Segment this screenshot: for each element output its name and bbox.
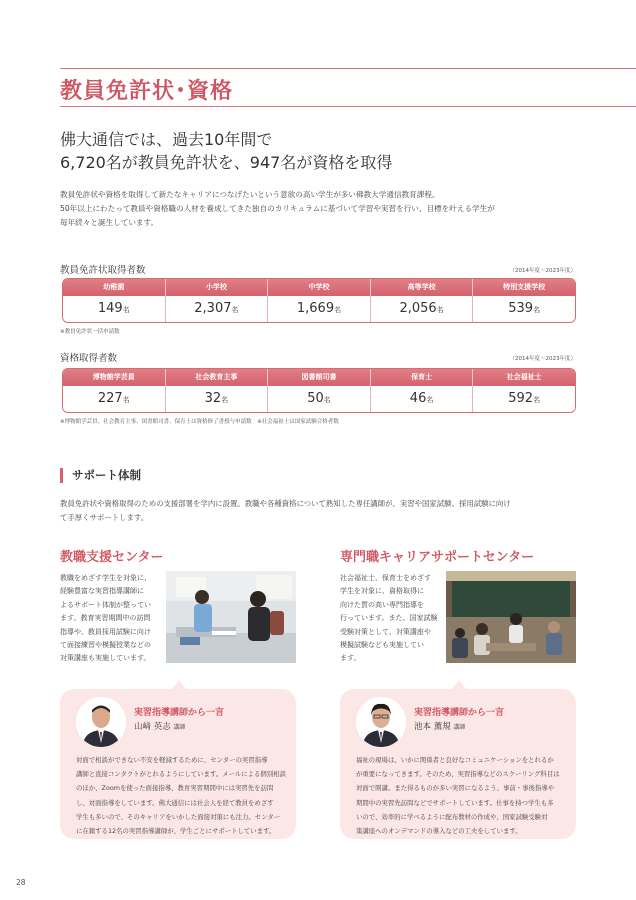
text-line: 策講座へのオンデマンドの導入などの工夫をしています。 <box>356 827 522 836</box>
left-center-text <box>60 572 164 666</box>
license-value-cell: 539名 <box>508 301 541 316</box>
right-center-text <box>340 572 444 666</box>
support-line-2: て手厚くサポートします。 <box>60 513 149 522</box>
license-header-cell: 中学校 <box>268 279 371 296</box>
text-line: 福祉の現場は、いかに関係者と良好なコミュニケーションをとれるか <box>356 756 554 764</box>
text-line: 受験対策として、対策講座や <box>340 627 431 636</box>
qualification-value-cell: 50名 <box>268 386 371 412</box>
text-line: に在籍する12名の実習指導講師が、学生ごとにサポートしています。 <box>76 827 276 836</box>
license-table-period: （2014年度～2023年度） <box>509 268 576 274</box>
page-number: 28 <box>16 878 26 887</box>
text-line: 模擬試験なども実施してい <box>340 641 424 650</box>
title-rule-top <box>60 68 636 69</box>
license-table-row <box>63 296 575 322</box>
license-header-cell: 特別支援学校 <box>503 283 546 291</box>
text-line: 期間中の実習先訪問などでサポートしています。仕事を持つ学生も多 <box>356 798 554 807</box>
text-line: 経験豊富な実習指導講師に <box>60 587 144 596</box>
right-card-text <box>356 753 568 838</box>
right-center-title: 専門職キャリアサポートセンター <box>340 550 535 565</box>
text-line: て面接練習や模擬授業などの <box>60 641 151 650</box>
license-value-cell: 149名 <box>63 296 166 322</box>
text-line: 行っています。また、国家試験 <box>340 614 438 623</box>
text-line: よるサポート体制が整ってい <box>60 600 151 609</box>
left-instructor-card <box>60 689 296 839</box>
text-line: いので、効率的に学べるように配布教材の作成や、国家試験受験対 <box>356 812 548 821</box>
page-title: 教員免許状･資格 <box>60 79 234 104</box>
qualification-table-period: （2014年度～2023年度） <box>509 356 576 362</box>
left-center-title: 教職支援センター <box>60 550 164 565</box>
qualification-value-cell: 32名 <box>166 386 269 412</box>
left-card-text <box>76 753 288 838</box>
license-table <box>62 278 576 323</box>
text-line: が重要になってきます。そのため、実習指導などのスクーリング科目は <box>356 770 560 779</box>
license-table-note: ※教員免許状一括申請数 <box>60 329 120 335</box>
title-rule-bottom <box>60 106 636 107</box>
left-card-heading: 実習指導講師から一言 <box>134 708 225 718</box>
qualification-table-row <box>63 386 575 412</box>
support-line-1: 教員免許状や資格取得のための支援部署を学内に設置。教職や各種資格について熟知した専任講師が、実習や国家試験、採用試験に向け <box>60 499 511 508</box>
text-line: 向けた質の高い専門指導を <box>340 600 424 609</box>
qualification-header-cell: 保育士 <box>371 369 474 386</box>
qualification-value-cell: 592名 <box>508 391 541 406</box>
qualification-table <box>62 368 576 413</box>
text-line: 対面で開講。また得るものが多い実習になるよう、事前・事後指導や <box>356 784 555 793</box>
qualification-header-cell: 博物館学芸員 <box>63 369 166 386</box>
qualification-table-label: 資格取得者数 <box>60 353 118 364</box>
qualification-value-cell: 227名 <box>63 386 166 412</box>
license-value-cell: 2,307名 <box>166 296 269 322</box>
license-table-label: 教員免許状取得者数 <box>60 265 146 276</box>
left-instructor-name: 山﨑 英志 講師 <box>134 722 186 732</box>
qualification-value-cell: 46名 <box>371 386 474 412</box>
text-line: し、対面指導をしています。佛大通信には社会人を経て教員をめざす <box>76 798 274 807</box>
text-line: 社会福祉士、保育士をめざす <box>340 574 431 582</box>
support-title-bar <box>60 468 63 483</box>
right-instructor-card <box>340 689 576 839</box>
text-line: 講師と直接コンタクトがとれるようにしています。メールによる個別相談 <box>76 770 286 779</box>
support-paragraph <box>60 497 580 525</box>
text-line: 対面で相談ができない不安を軽減するために、センターの実習指導 <box>76 756 268 764</box>
left-instructor-avatar <box>76 697 126 747</box>
intro-line-1: 教員免許状や資格を取得して新たなキャリアにつなげたいという意欲の高い学生が多い佛教大学通信教育課程。 <box>60 190 440 199</box>
right-card-heading: 実習指導講師から一言 <box>414 708 505 718</box>
license-header-cell: 幼稚園 <box>63 279 166 296</box>
right-center-photo <box>446 571 576 663</box>
text-line: のほか、Zoomを使った面接指導、教育実習期間中には実習先を訪問 <box>76 784 274 793</box>
intro-line-2: 50年以上にわたって教員や資格職の人材を養成してきた独自のカリキュラムに基づいて学習や実習を行い、目標を叶える学生が <box>60 204 495 213</box>
right-instructor-name: 池本 薫規 講師 <box>414 722 466 732</box>
license-header-cell: 高等学校 <box>371 279 474 296</box>
qualification-table-header <box>63 369 575 386</box>
left-center-photo <box>166 571 296 663</box>
license-value-cell: 2,056名 <box>371 296 474 322</box>
qualification-header-cell: 社会福祉士 <box>506 373 542 381</box>
support-title: サポート体制 <box>72 468 141 482</box>
intro-paragraph <box>60 188 590 230</box>
text-line: 学生を対象に、資格取得に <box>340 587 424 596</box>
license-header-cell: 小学校 <box>166 279 269 296</box>
text-line: ます。教育実習期間中の訪問 <box>60 614 151 623</box>
lead-line-2: 6,720名が教員免許状を、947名が資格を取得 <box>60 153 393 172</box>
lead-heading <box>60 128 392 174</box>
text-line: 学生も多いので、そのキャリアをいかした面接対策にも注力。センター <box>76 812 281 821</box>
license-value-cell: 1,669名 <box>268 296 371 322</box>
qualification-header-cell: 図書館司書 <box>268 369 371 386</box>
text-line: 指導や、教員採用試験に向け <box>60 627 151 636</box>
text-line: ます。 <box>340 654 361 663</box>
intro-line-3: 毎年続々と誕生しています。 <box>60 218 159 227</box>
lead-line-1: 佛大通信では、過去10年間で <box>60 130 273 149</box>
right-instructor-avatar <box>356 697 406 747</box>
text-line: 対策講座も実施しています。 <box>60 654 151 663</box>
license-table-header <box>63 279 575 296</box>
qualification-header-cell: 社会教育主事 <box>166 369 269 386</box>
text-line: 教職をめざす学生を対象に、 <box>60 574 151 582</box>
qualification-table-note: ※博物館学芸員、社会教育主事、図書館司書、保育士は資格修了書授与申請数 ※社会福祉士は国家試験合格者数 <box>60 419 339 425</box>
